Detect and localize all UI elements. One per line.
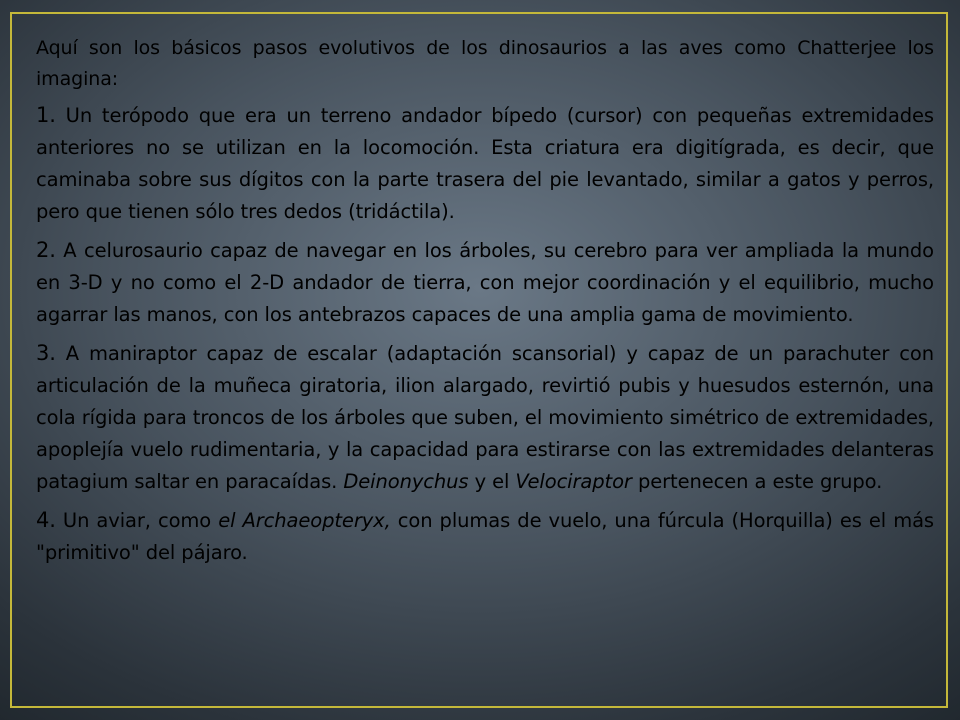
step-3-text-c: pertenecen a este grupo. [631, 470, 883, 493]
intro-paragraph: Aquí son los básicos pasos evolutivos de los dinosaurios a las aves como Chatterjee los imagina: [36, 37, 934, 90]
step-4-number: 4. [36, 508, 56, 532]
step-2-paragraph [36, 234, 934, 331]
step-3-italic-deinonychus: Deinonychus [343, 470, 469, 493]
slide-content [36, 33, 934, 703]
step-4-italic-archaeopteryx: el Archaeopteryx, [218, 509, 391, 532]
step-3-text-b: y el [468, 470, 516, 493]
step-3-text-a: A maniraptor capaz de escalar (adaptación scansorial) y capaz de un parachuter con articulación de la muñeca giratoria, ilion alargado, revirtió pubis y huesudos esternón, una cola rígida para troncos de los árboles que suben, el movimiento simétrico de extremidades, apoplejía vuelo rudimentaria, y la capacidad para estirarse con las extremidades delanteras patagium saltar en paracaídas. [36, 342, 934, 493]
step-1-paragraph [36, 99, 934, 228]
step-3-italic-velociraptor: Velociraptor [515, 470, 632, 493]
step-1-text: Un terópodo que era un terreno andador bípedo (cursor) con pequeñas extremidades anteriores no se utilizan en la locomoción. Esta criatura era digitígrada, es decir, que caminaba sobre sus dígitos con la parte trasera del pie levantado, similar a gatos y perros, pero que tienen sólo tres dedos (tridáctila). [36, 104, 934, 223]
step-4-paragraph [36, 504, 934, 569]
step-4-text-b: con plumas de vuelo, una fúrcula (Horquilla) es el más "primitivo" del pájaro. [36, 509, 934, 564]
step-2-number: 2. [36, 238, 56, 262]
step-4-text-a: Un aviar, como [55, 509, 219, 532]
step-2-text: A celurosaurio capaz de navegar en los árboles, su cerebro para ver ampliada la mundo en 3-D y no como el 2-D andador de tierra, con mejor coordinación y el equilibrio, mucho agarrar las manos, con los antebrazos capaces de una amplia gama de movimiento. [36, 239, 934, 326]
step-1-number: 1. [36, 103, 56, 127]
step-3-paragraph [36, 337, 934, 498]
step-3-number: 3. [36, 341, 56, 365]
